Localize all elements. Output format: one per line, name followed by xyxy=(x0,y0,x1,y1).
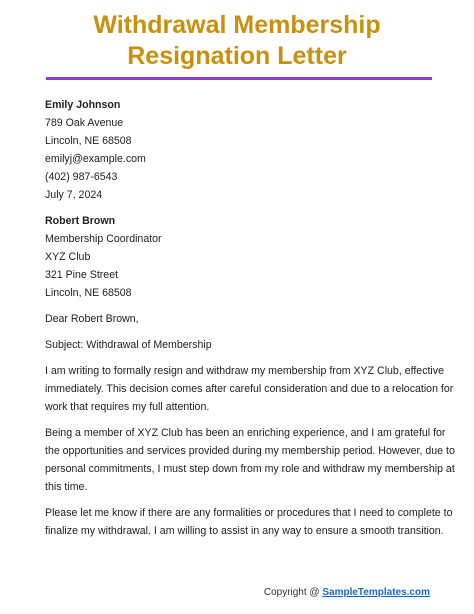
sender-city: Lincoln, NE 68508 xyxy=(45,135,132,147)
title-divider xyxy=(46,77,432,80)
recipient-address: 321 Pine Street xyxy=(45,269,119,281)
body-paragraph-2 xyxy=(45,424,455,496)
copyright-text: Copyright @ xyxy=(263,587,320,598)
copyright-footer xyxy=(264,586,430,600)
body-paragraph-1 xyxy=(45,362,454,416)
paragraph-line: Please let me know if there are any formalities or procedures that I need to complete to xyxy=(45,507,453,519)
recipient-block xyxy=(45,212,437,302)
paragraph-line: immediately. This decision comes after careful consideration and due to a relocation for xyxy=(45,383,454,395)
paragraph-line: this time. xyxy=(45,481,88,493)
sender-phone: (402) 987-6543 xyxy=(45,171,118,183)
paragraph-line: Being a member of XYZ Club has been an enriching experience, and I am grateful for xyxy=(45,427,446,439)
paragraph-line: personal commitments, I must step down from my role and withdraw my membership at xyxy=(45,463,455,475)
title-line-1: Withdrawal Membership xyxy=(93,11,381,39)
recipient-title: Membership Coordinator xyxy=(45,233,162,245)
salutation xyxy=(45,310,437,328)
letter-body xyxy=(45,96,455,548)
paragraph-line: the opportunities and services provided during my membership period. However, due to xyxy=(45,445,455,457)
sender-email: emilyj@example.com xyxy=(45,153,146,165)
salutation-text: Dear Robert Brown, xyxy=(45,313,139,325)
copyright-link[interactable]: SampleTemplates.com xyxy=(322,587,430,598)
body-paragraph-3 xyxy=(45,504,453,540)
paragraph-line: finalize my withdrawal. I am willing to assist in any way to ensure a smooth transition. xyxy=(45,525,444,537)
title-line-2: Resignation Letter xyxy=(127,42,347,70)
recipient-org: XYZ Club xyxy=(45,251,91,263)
recipient-city: Lincoln, NE 68508 xyxy=(45,287,132,299)
subject-text: Subject: Withdrawal of Membership xyxy=(45,339,212,351)
subject xyxy=(45,336,437,354)
sender-block xyxy=(45,96,437,204)
sender-name: Emily Johnson xyxy=(45,99,121,111)
paragraph-line: I am writing to formally resign and withdraw my membership from XYZ Club, effective xyxy=(45,365,444,377)
letter-date: July 7, 2024 xyxy=(45,189,103,201)
recipient-name: Robert Brown xyxy=(45,215,116,227)
sender-address: 789 Oak Avenue xyxy=(45,117,124,129)
paragraph-line: work that requires my full attention. xyxy=(45,401,210,413)
page-title xyxy=(0,10,474,72)
